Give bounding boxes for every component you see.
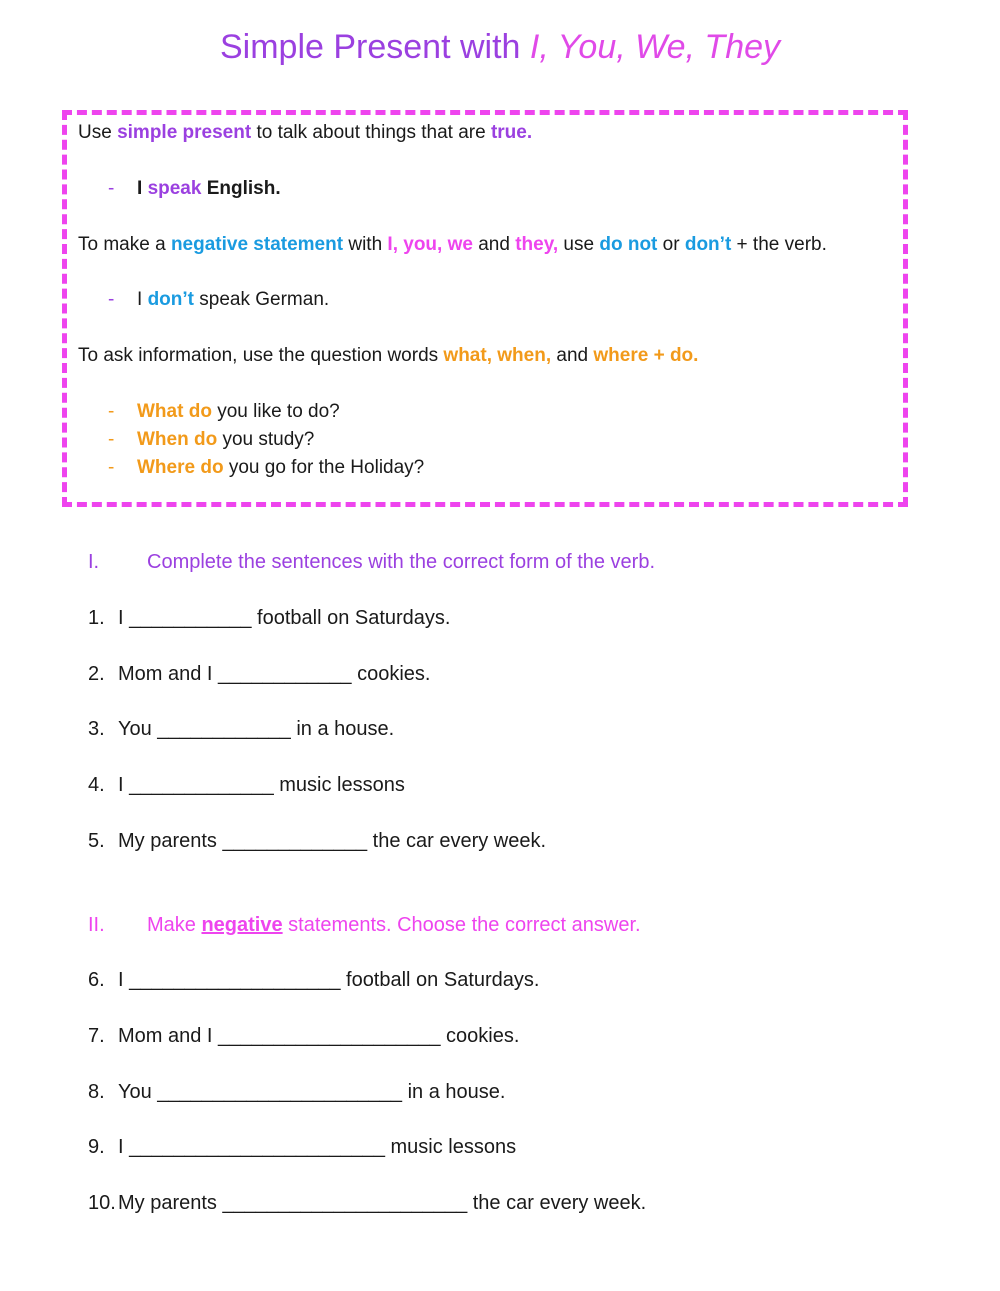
rule-negative: To make a negative statement with I, you, we and they, use do not or don’t + the verb. bbox=[78, 234, 827, 255]
title-main: Simple Present with bbox=[219, 28, 521, 66]
exercise-item: 6. I ___________________ football on Saturdays. bbox=[88, 969, 540, 991]
bullet-dash: - bbox=[108, 457, 115, 478]
exercise-item: 4. I _____________ music lessons bbox=[88, 774, 405, 796]
exercise-item: 7. Mom and I ____________________ cookies. bbox=[88, 1025, 520, 1047]
exercise-item: 2. Mom and I ____________ cookies. bbox=[88, 663, 431, 685]
exercise-item: 1. I ___________ football on Saturdays. bbox=[88, 607, 451, 629]
exercise-item: 3. You ____________ in a house. bbox=[88, 718, 395, 740]
example-speak: I speak English. bbox=[137, 178, 281, 199]
exercise-item: 5. My parents _____________ the car every week. bbox=[88, 830, 547, 852]
example-question: When do you study? bbox=[137, 429, 315, 450]
section2-number: II. bbox=[88, 914, 105, 936]
bullet-dash: - bbox=[108, 289, 115, 310]
example-question: What do you like to do? bbox=[137, 401, 340, 422]
section1-title: Complete the sentences with the correct form of the verb. bbox=[147, 551, 656, 573]
exercise-item: 8. You ______________________ in a house. bbox=[88, 1081, 506, 1103]
bullet-dash: - bbox=[108, 401, 115, 422]
page-title bbox=[0, 28, 1000, 67]
example-dont: I don’t speak German. bbox=[137, 289, 330, 310]
rule-true: Use simple present to talk about things that are true. bbox=[78, 122, 533, 143]
bullet-dash: - bbox=[108, 178, 115, 199]
exercise-item: 9. I _______________________ music lessons bbox=[88, 1136, 517, 1158]
title-italic: I, You, We, They bbox=[529, 28, 781, 66]
section1-number: I. bbox=[88, 551, 100, 573]
section2-title: Make negative statements. Choose the correct answer. bbox=[147, 914, 641, 936]
rule-question: To ask information, use the question words what, when, and where + do. bbox=[78, 345, 699, 366]
example-question: Where do you go for the Holiday? bbox=[137, 457, 425, 478]
exercise-item: 10. My parents ______________________ the car every week. bbox=[88, 1192, 647, 1214]
bullet-dash: - bbox=[108, 429, 115, 450]
